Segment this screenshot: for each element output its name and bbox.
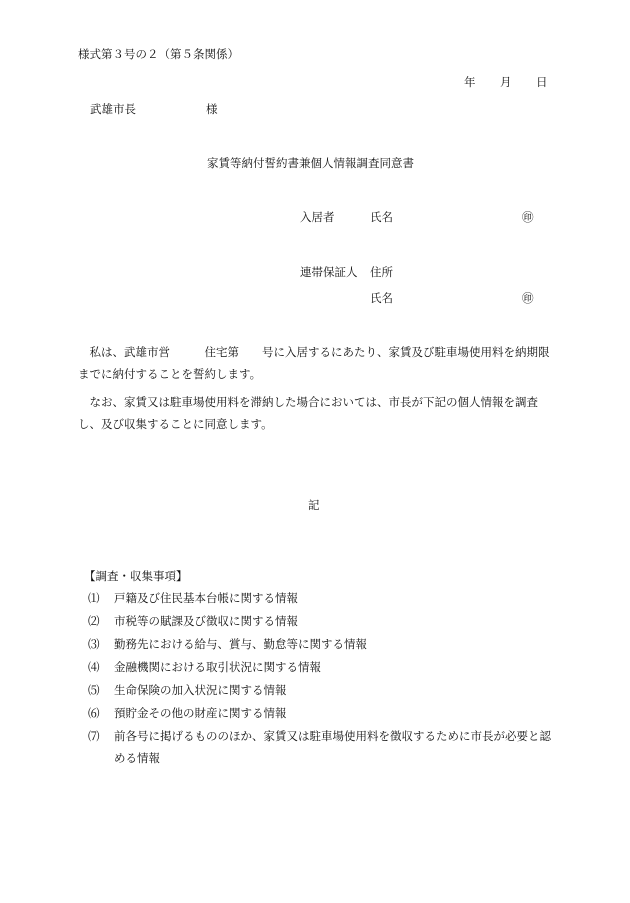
item-text: 市税等の賦課及び徴収に関する情報 (114, 614, 298, 628)
guarantor-address-label: 住所 (370, 265, 393, 279)
item-text: 預貯金その他の財産に関する情報 (114, 706, 287, 720)
item-number: ⑵ (88, 614, 100, 628)
section-heading: 【調査・収集事項】 (84, 569, 188, 583)
guarantor-name-label: 氏名 (370, 291, 393, 305)
addressee-honorific: 様 (206, 102, 218, 116)
item-text: 戸籍及び住民基本台帳に関する情報 (114, 591, 298, 605)
item-number: ⑶ (88, 637, 100, 651)
tenant-name-label: 氏名 (370, 210, 393, 224)
date-day: 日 (536, 75, 548, 89)
item-text: 前各号に掲げるもののほか、家賃又は駐車場使用料を徴収するために市長が必要と認める情報 (114, 729, 551, 765)
body-paragraph-2: なお、家賃又は駐車場使用料を滞納した場合においては、市長が下記の個人情報を調査し、及び収集することに同意します。 (78, 395, 538, 431)
body-paragraph-1: 私は、武雄市営 住宅第 号に入居するにあたり、家賃及び駐車場使用料を納期限までに納付することを誓約します。 (78, 345, 550, 381)
body-text (78, 341, 552, 435)
tenant-seal: ㊞ (522, 210, 534, 224)
date-month: 月 (500, 75, 512, 89)
item-number: ⑹ (88, 706, 100, 720)
item-number: ⑸ (88, 683, 100, 697)
item-text: 生命保険の加入状況に関する情報 (114, 683, 287, 697)
tenant-role: 入居者 (300, 210, 335, 224)
item-text: 金融機関における取引状況に関する情報 (114, 660, 321, 674)
form-number: 様式第３号の２（第５条関係） (78, 47, 239, 61)
document-title: 家賃等納付誓約書兼個人情報調査同意書 (207, 156, 414, 170)
ki-marker: 記 (308, 498, 320, 512)
item-number: ⑴ (88, 591, 100, 605)
item-number: ⑷ (88, 660, 100, 674)
item-number: ⑺ (88, 729, 100, 743)
guarantor-role: 連帯保証人 (300, 265, 358, 279)
guarantor-seal: ㊞ (522, 291, 534, 305)
item-text: 勤務先における給与、賞与、勤怠等に関する情報 (114, 637, 367, 651)
addressee-name: 武雄市長 (90, 102, 136, 116)
date-year: 年 (464, 75, 476, 89)
